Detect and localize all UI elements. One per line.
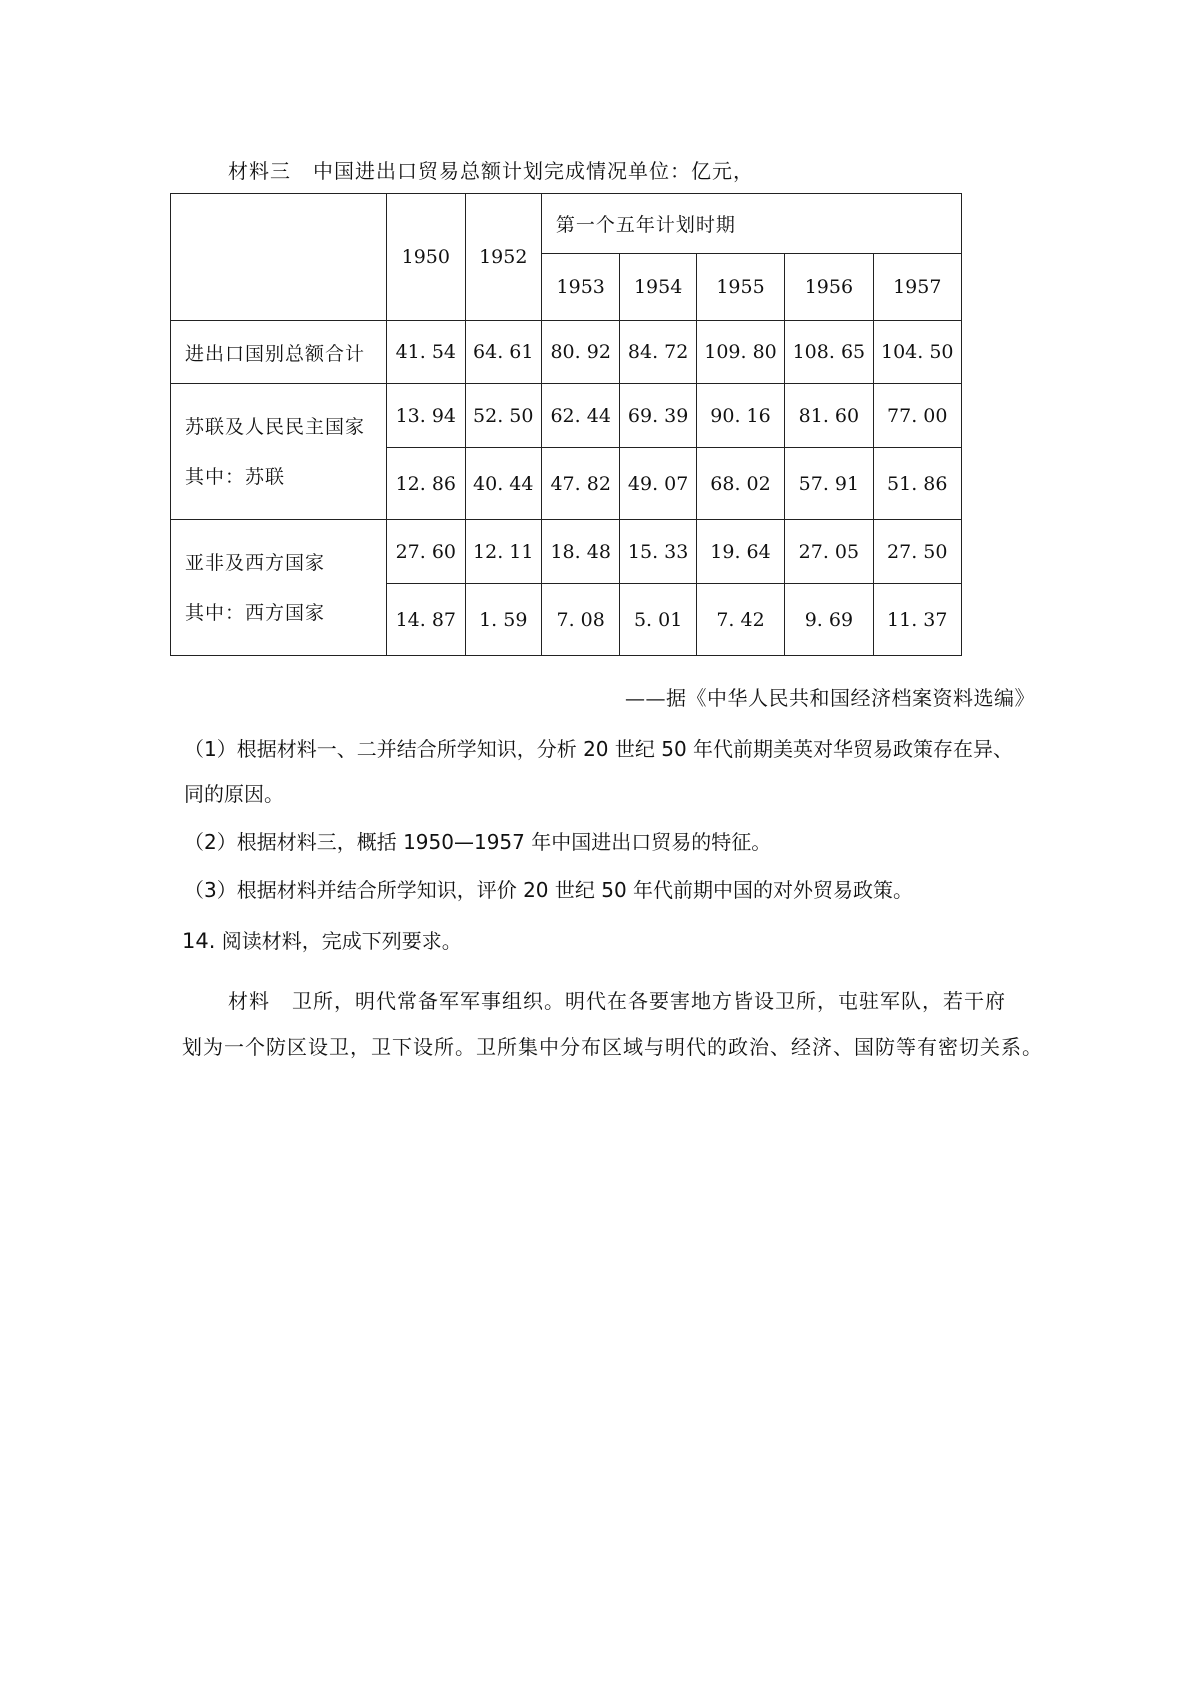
table-cell: 27. 05	[785, 520, 873, 584]
table-cell: 7. 42	[696, 584, 784, 656]
table-cell: 52. 50	[465, 384, 541, 448]
table-cell: 64. 61	[465, 321, 541, 384]
year-1957-header: 1957	[873, 254, 961, 321]
table-cell: 12. 11	[465, 520, 541, 584]
table-caption	[228, 155, 754, 184]
table-cell: 109. 80	[696, 321, 784, 384]
year-1953-header: 1953	[541, 254, 620, 321]
table-cell: 7. 08	[541, 584, 620, 656]
problem-instruction: 阅读材料，完成下列要求。	[221, 929, 462, 953]
table-cell: 15. 33	[620, 520, 696, 584]
row-label-west: 其中：西方国家	[185, 601, 326, 624]
table-cell: 18. 48	[541, 520, 620, 584]
question-2: （2）根据材料三，概括 1950—1957 年中国进出口贸易的特征。	[184, 830, 772, 854]
table-row-total	[171, 321, 962, 384]
table-cell: 9. 69	[785, 584, 873, 656]
caption-label: 材料三	[228, 159, 291, 183]
material-label: 材料	[228, 989, 270, 1013]
table-cell: 62. 44	[541, 384, 620, 448]
row-label-socialist: 苏联及人民民主国家	[185, 415, 366, 438]
table-cell: 1. 59	[465, 584, 541, 656]
problem-14-heading	[182, 925, 462, 954]
table-cell: 81. 60	[785, 384, 873, 448]
row-label-afro-asian-group	[171, 520, 387, 656]
table-cell: 5. 01	[620, 584, 696, 656]
header-row	[171, 194, 962, 254]
table-cell: 47. 82	[541, 448, 620, 520]
year-1956-header: 1956	[785, 254, 873, 321]
question-1-line-1: （1）根据材料一、二并结合所学知识，分析 20 世纪 50 年代前期美英对华贸易政策存在异、	[184, 737, 1014, 761]
table-cell: 90. 16	[696, 384, 784, 448]
trade-table	[170, 193, 962, 656]
row-label-ussr: 其中：苏联	[185, 465, 286, 488]
material-text-1: 卫所，明代常备军军事组织。明代在各要害地方皆设卫所，屯驻军队，若干府	[292, 989, 1006, 1013]
five-year-plan-header: 第一个五年计划时期	[541, 194, 961, 254]
table-cell: 49. 07	[620, 448, 696, 520]
table-cell: 40. 44	[465, 448, 541, 520]
table-cell: 69. 39	[620, 384, 696, 448]
question-1-line-2: 同的原因。	[184, 782, 284, 806]
table-cell: 19. 64	[696, 520, 784, 584]
table-cell: 51. 86	[873, 448, 961, 520]
table-cell: 27. 60	[387, 520, 466, 584]
table-cell: 27. 50	[873, 520, 961, 584]
year-1954-header: 1954	[620, 254, 696, 321]
table-cell: 41. 54	[387, 321, 466, 384]
table-cell: 77. 00	[873, 384, 961, 448]
problem-number: 14.	[182, 929, 216, 953]
material-line-2: 划为一个防区设卫，卫下设所。卫所集中分布区域与明代的政治、经济、国防等有密切关系。	[182, 1035, 1043, 1059]
empty-corner-cell	[171, 194, 387, 321]
table-cell: 12. 86	[387, 448, 466, 520]
row-label-socialist-group	[171, 384, 387, 520]
source-citation: ——据《中华人民共和国经济档案资料选编》	[625, 686, 1035, 710]
table-cell: 57. 91	[785, 448, 873, 520]
caption-text: 中国进出口贸易总额计划完成情况单位：亿元，	[313, 159, 754, 183]
table-cell: 13. 94	[387, 384, 466, 448]
year-1955-header: 1955	[696, 254, 784, 321]
year-1952-header: 1952	[465, 194, 541, 321]
question-3: （3）根据材料并结合所学知识，评价 20 世纪 50 年代前期中国的对外贸易政策。	[184, 878, 914, 902]
year-1950-header: 1950	[387, 194, 466, 321]
table-row-socialist	[171, 384, 962, 448]
table-cell: 14. 87	[387, 584, 466, 656]
row-label-afro-asian-west: 亚非及西方国家	[185, 551, 326, 574]
table-cell: 84. 72	[620, 321, 696, 384]
material-line-1	[228, 985, 1006, 1014]
row-label-total: 进出口国别总额合计	[171, 321, 387, 384]
table-cell: 80. 92	[541, 321, 620, 384]
table-cell: 108. 65	[785, 321, 873, 384]
table-cell: 68. 02	[696, 448, 784, 520]
table-cell: 11. 37	[873, 584, 961, 656]
table-row-afro-asian-west	[171, 520, 962, 584]
table-cell: 104. 50	[873, 321, 961, 384]
